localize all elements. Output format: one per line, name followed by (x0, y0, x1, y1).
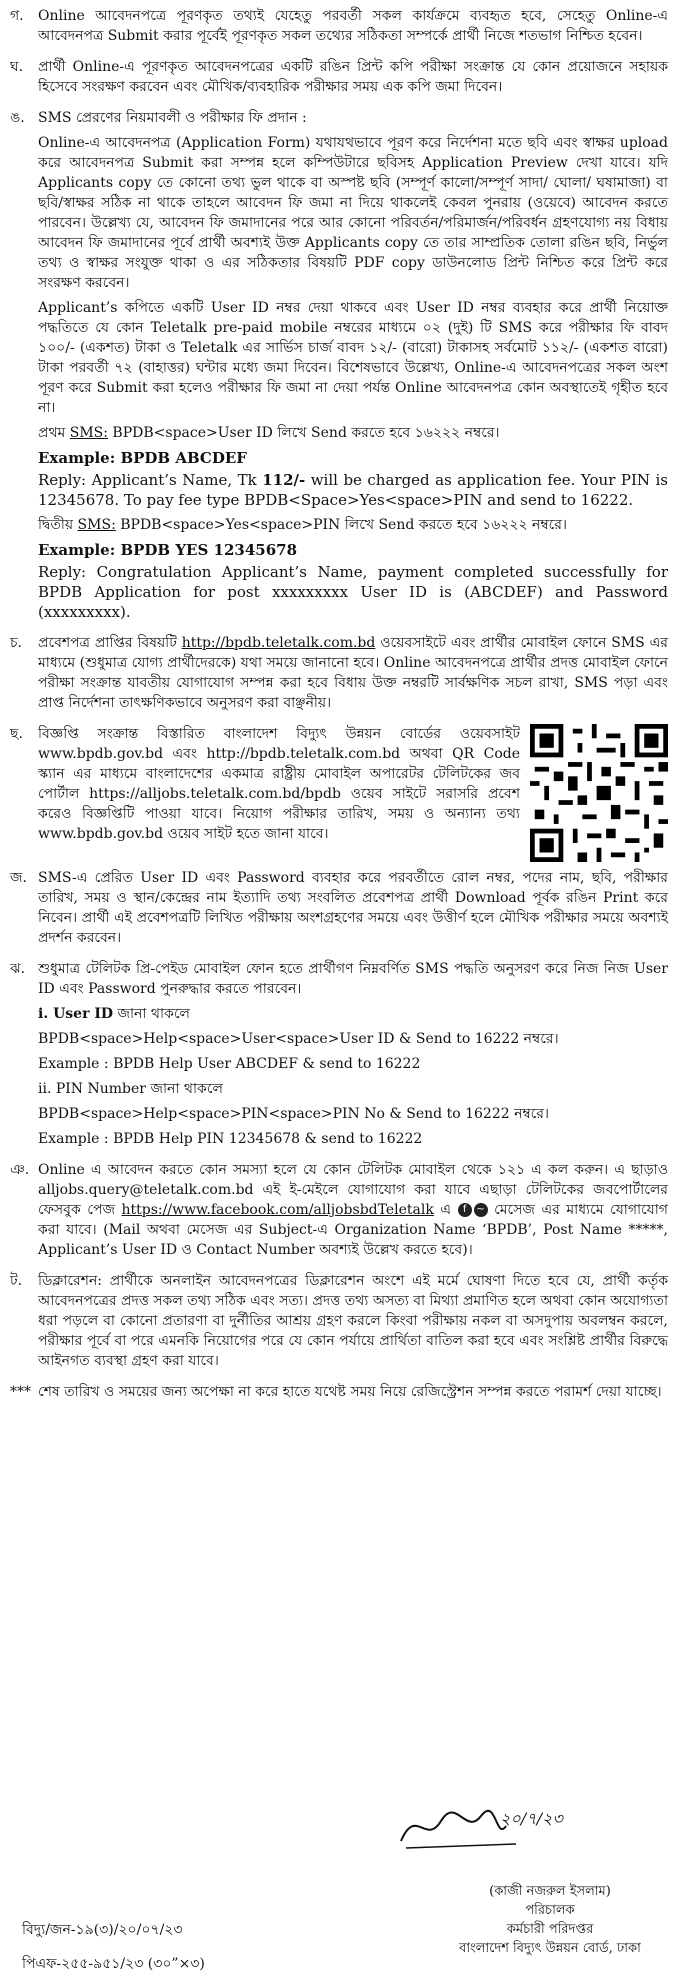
item-ga: গ. Online আবেদনপত্রে পূরণকৃত তথ্যই যেহেতু পরবর্তী সকল কার্যক্রমে ব্যবহৃত হবে, সেহেতু Online-এ আবেদনপত্র Submit করার পূর্বেই পূরণকৃত সকল তথ্যের সঠিকতা সম্পর্কে প্রার্থী নিজে শতভাগ নিশ্চিত হবেন। (10, 8, 668, 44)
userid-heading: i. User ID জানা থাকলে (38, 1006, 190, 1022)
item-chha: ছ. বিজ্ঞপ্তি সংক্রান্ত বিস্তারিত বাংলাদেশ বিদ্যুৎ উন্নয়ন বোর্ডের ওয়েবসাইট www.bpdb.gov.bd এবং http://bpdb.teletalk.com.bd অথবা QR Code স্ক্যান এর মাধ্যমে বাংলাদেশের একমাত্র রাষ্ট্রীয় মোবাইল অপারেটর টেলিটকের জব পোর্টাল https://alljobs.teletalk.com.bd/bpdb ওয়েব সাইটে সরাসরি প্রবেশ করেও বিজ্ঞপ্তিটি পাওয়া যাবে। নিয়োগ পরীক্ষার তারিখ, সময় ও অন্যান্য তথ্য www.bpdb.gov.bd ওয়েব সাইট হতে জানা যাবে। (10, 724, 668, 862)
userid-example: Example : BPDB Help User ABCDEF & send to 16222 (38, 1056, 421, 1072)
sms-step-1: প্রথম SMS: BPDB<space>User ID লিখে Send করতে হবে ১৬২২২ নম্বরে। (38, 425, 500, 441)
reply-2: Reply: Congratulation Applicant’s Name, payment completed successfully for BPDB Application for post xxxxxxxxx User ID is (ABCDEF) and Password (xxxxxxxxx). (38, 563, 668, 621)
para: প্রার্থী Online-এ পূরণকৃত আবেদনপত্রের একটি রঙিন প্রিন্ট কপি পরীক্ষা সংক্রান্ত যে কোন প্রয়োজনে সহায়ক হিসেবে সংরক্ষণ করবেন এবং মৌখিক/ব্যবহারিক পরীক্ষার সময় এক কপি জমা দিবেন। (38, 59, 668, 95)
item-stars: *** শেষ তারিখ ও সময়ের জন্য অপেক্ষা না করে হাতে যথেষ্ট সময় নিয়ে রেজিস্ট্রেশন সম্পন্ন করতে পরামর্শ দেয়া যাচ্ছে। (10, 1382, 668, 1407)
para: Applicant’s কপিতে একটি User ID নম্বর দেয়া থাকবে এবং User ID নম্বর ব্যবহার করে প্রার্থী নিয়োক্ত পদ্ধতিতে যে কোন Teletalk pre-paid mobile নম্বরের মাধ্যমে ০২ (দুই) টি SMS করে পরীক্ষার ফি বাবদ ১০০/- (একশত) টাকা ও Teletalk এর সার্ভিস চার্জ বাবদ ১২/- (বারো) টাকাসহ সর্বমোট ১১২/- (একশত বারো) টাকা পরবর্তী ৭২ (বাহাত্তর) ঘন্টার মধ্যে জমা দিবেন। বিশেষভাবে উল্লেখ্য, Online-এ আবেদনপত্রের সকল অংশ পূরণ করে Submit করা হলেও পরীক্ষার ফি জমা না দেয়া পর্যন্ত Online আবেদনপত্র কোন অবস্থাতেই গৃহীত হবে না। (38, 300, 668, 416)
reply-1: Reply: Applicant’s Name, Tk 112/- will be charged as application fee. Your PIN is 12345678. To pay fee type BPDB<Space>Yes<space>PIN and send to 16222. (38, 471, 668, 509)
messenger-icon: ~ (474, 1203, 488, 1217)
qr-code-icon[interactable] (530, 724, 668, 862)
item-cha: চ. প্রবেশপত্র প্রাপ্তির বিষয়টি http://bpdb.teletalk.com.bd ওয়েবসাইটে এবং প্রার্থীর মোবাইল ফোনে SMS এর মাধ্যমে (শুধুমাত্র যোগ্য প্রার্থীদেরকে) যথা সময়ে জানানো হবে। Online আবেদনপত্রে প্রার্থীর প্রদত্ত মোবাইল ফোনে পরীক্ষা সংক্রান্ত যাবতীয় যোগাযোগ সম্পন্ন করা হবে বিধায় উক্ত নম্বরটি সার্বক্ষণিক সচল রাখা, SMS পড়া এবং প্রাপ্ত নির্দেশনা তাৎক্ষণিকভাবে অনুসরণ করা বাঞ্ছনীয়। (10, 635, 668, 711)
teletalk-link[interactable]: http://bpdb.teletalk.com.bd (181, 635, 376, 651)
example-1: Example: BPDB ABCDEF (38, 449, 247, 467)
para: Online-এ আবেদনপত্র (Application Form) যথাযথভাবে পূরণ করে নির্দেশনা মতে ছবি এবং স্বাক্ষর upload করে আবেদনপত্র Submit করা সম্পন্ন হলে কম্পিউটারে ছবিসহ Application Preview দেখা যাবে। যদি Applicants copy তে কোনো তথ্য ভুল থাকে বা অস্পষ্ট ছবি (সম্পূর্ণ কালো/সম্পূর্ণ সাদা/ ঘোলা/ ঘষামাজা) বা ছবি/স্বাক্ষর সঠিক না থাকে তাহলে আবেদন ফি জমা না দিয়ে থাকলেই কেবল পুনরায় (ওয়েবে) আবেদন করতে পারবেন। উল্লেখ্য যে, আবেদন ফি জমাদানের পরে আর কোনো পরিবর্তন/পরিমার্জন/পরিবর্ধন গ্রহণযোগ্য নয় বিধায় আবেদন ফি জমাদানের পূর্বে প্রার্থী অবশ্যই উক্ত Applicants copy তে তার সাম্প্রতিক তোলা রঙিন ছবি, নির্ভুল তথ্য ও স্বাক্ষর সংযুক্ত থাকা ও এর সঠিকতার বিষয়টি PDF copy ডাউনলোড প্রিন্ট নিশ্চিত করে প্রিন্ট করে সংরক্ষণ করবেন। (38, 135, 668, 291)
item-uma: ঙ. SMS প্রেরণের নিয়মাবলী ও পরীক্ষার ফি প্রদান : Online-এ আবেদনপত্র (Application Form) যথাযথভাবে পূরণ করে নির্দেশনা মতে ছবি এবং স্বাক্ষর upload করে আবেদনপত্র Submit করা সম্পন্ন হলে কম্পিউটারে ছবিসহ Application Preview দেখা যাবে। যদি Applicants copy তে কোনো তথ্য ভুল থাকে বা অস্পষ্ট ছবি (সম্পূর্ণ কালো/সম্পূর্ণ সাদা/ ঘোলা/ ঘষামাজা) বা ছবি/স্বাক্ষর সঠিক না থাকে তাহলে আবেদন ফি জমা না দিয়ে থাকলেই কেবল পুনরায় (ওয়েবে) আবেদন করতে পারবেন। উল্লেখ্য যে, আবেদন ফি জমাদানের পরে আর কোনো পরিবর্তন/পরিমার্জন/পরিবর্ধন গ্রহণযোগ্য নয় বিধায় আবেদন ফি জমাদানের পূর্বে প্রার্থী অবশ্যই উক্ত Applicants copy তে তার সাম্প্রতিক তোলা রঙিন ছবি, নির্ভুল তথ্য ও স্বাক্ষর সংযুক্ত থাকা ও এর সঠিকতার বিষয়টি PDF copy ডাউনলোড প্রিন্ট নিশ্চিত করে প্রিন্ট করে সংরক্ষণ করবেন। Applicant’s কপিতে একটি User ID নম্বর দেয়া থাকবে এবং User ID নম্বর ব্যবহার করে প্রার্থী নিয়োক্ত পদ্ধতিতে যে কোন Teletalk pre-paid mobile নম্বরের মাধ্যমে ০২ (দুই) টি SMS করে পরীক্ষার ফি বাবদ ১০০/- (একশত) টাকা ও Teletalk এর সার্ভিস চার্জ বাবদ ১২/- (বারো) টাকাসহ সর্বমোট ১১২/- (একশত বারো) টাকা পরবর্তী ৭২ (বাহাত্তর) ঘন্টার মধ্যে জমা দিবেন। বিশেষভাবে উল্লেখ্য, Online-এ আবেদনপত্রের সকল অংশ পূরণ করে Submit করা হলেও পরীক্ষার ফি জমা না দেয়া পর্যন্ত Online আবেদনপত্র কোন অবস্থাতেই গৃহীত হবে না। প্রথম SMS: BPDB<space>User ID লিখে Send করতে হবে ১৬২২২ নম্বরে। Example: BPDB ABCDEF Reply: Applicant’s Name, Tk 112/- will be charged as application fee. Your PIN is 12345678. To pay fee type BPDB<Space>Yes<space>PIN and send to 16222. দ্বিতীয় SMS: BPDB<space>Yes<space>PIN লিখে Send করতে হবে ১৬২২২ নম্বরে। Example: BPDB YES 12345678 Reply: Congratulation Applicant’s Name, payment completed successfully for BPDB Application for post xxxxxxxxx User ID is (ABCDEF) and Password (xxxxxxxxx). (10, 110, 668, 621)
para: SMS-এ প্রেরিত User ID এবং Password ব্যবহার করে পরবর্তীতে রোল নম্বর, পদের নাম, ছবি, পরীক্ষার তারিখ, সময় ও স্থান/কেন্দ্রের নাম ইত্যাদি তথ্য সংবলিত প্রবেশপত্র প্রার্থী Download পূর্বক রঙিন Print করে নিবেন। প্রার্থী এই প্রবেশপত্রটি লিখিত পরীক্ষায় অংশগ্রহণের সময়ে এবং উত্তীর্ণ হলে মৌখিক পরীক্ষার সময়ে অবশ্যই প্রদর্শন করবেন। (38, 870, 668, 946)
officer-name: (কাজী নজরুল ইসলাম) (489, 1884, 611, 1899)
item-jha: ঝ. শুধুমাত্র টেলিটক প্রি-পেইড মোবাইল ফোন হতে প্রার্থীগণ নিম্নবর্ণিত SMS পদ্ধতি অনুসরণ করে নিজ নিজ User ID এবং Password পুনরুদ্ধার করতে পারবেন। i. User ID জানা থাকলে BPDB<space>Help<space>User<space>User ID & Send to 16222 নম্বরে। Example : BPDB Help User ABCDEF & send to 16222 ii. PIN Number জানা থাকলে BPDB<space>Help<space>PIN<space>PIN No & Send to 16222 নম্বরে। Example : BPDB Help PIN 12345678 & send to 16222 (10, 961, 668, 1147)
facebook-icon: f (458, 1203, 472, 1217)
example-2: Example: BPDB YES 12345678 (38, 541, 298, 559)
para: ডিক্লারেশন: প্রার্থীকে অনলাইন আবেদনপত্রের ডিক্লারেশন অংশে এই মর্মে ঘোষণা দিতে হবে যে, প্রার্থী কর্তৃক আবেদনপত্রের প্রদত্ত সকল তথ্য সঠিক এবং সত্য। প্রদত্ত তথ্য অসত্য বা মিথ্যা প্রমাণিত হলে অথবা কোন অযোগ্যতা ধরা পড়লে বা কোনো প্রতারণা বা দুর্নীতির আশ্রয় গ্রহণ করলে কিংবা পরীক্ষায় নকল বা অসদুপায় অবলম্বন করলে, পরীক্ষার পূর্বে বা পরে এমনকি নিয়োগের পরে যে কোন পর্যায়ে প্রার্থিতা বাতিল করা হবে এবং সংশ্লিষ্ট প্রার্থীর বিরুদ্ধে আইনগত ব্যবস্থা গ্রহণ করা যাবে। (38, 1273, 668, 1369)
signature-block (440, 1882, 660, 1958)
para: শেষ তারিখ ও সময়ের জন্য অপেক্ষা না করে হাতে যথেষ্ট সময় নিয়ে রেজিস্ট্রেশন সম্পন্ন করতে পরামর্শ দেয়া যাচ্ছে। (38, 1384, 662, 1400)
item-ta: ট. ডিক্লারেশন: প্রার্থীকে অনলাইন আবেদনপত্রের ডিক্লারেশন অংশে এই মর্মে ঘোষণা দিতে হবে যে, প্রার্থী কর্তৃক আবেদনপত্রের প্রদত্ত সকল তথ্য সঠিক এবং সত্য। প্রদত্ত তথ্য অসত্য বা মিথ্যা প্রমাণিত হলে অথবা কোন অযোগ্যতা ধরা পড়লে বা কোনো প্রতারণা বা দুর্নীতির আশ্রয় গ্রহণ করলে কিংবা পরীক্ষায় নকল বা অসদুপায় অবলম্বন করলে, পরীক্ষার পূর্বে বা পরে এমনকি নিয়োগের পরে যে কোন পর্যায়ে প্রার্থিতা বাতিল করা হবে এবং সংশ্লিষ্ট প্রার্থীর বিরুদ্ধে আইনগত ব্যবস্থা গ্রহণ করা যাবে। (10, 1273, 668, 1369)
para: শুধুমাত্র টেলিটক প্রি-পেইড মোবাইল ফোন হতে প্রার্থীগণ নিম্নবর্ণিত SMS পদ্ধতি অনুসরণ করে নিজ নিজ User ID এবং Password পুনরুদ্ধার করতে পারবেন। (38, 961, 668, 997)
signature-date: ২০/৭/২৩ (500, 1809, 563, 1828)
section-heading: SMS প্রেরণের নিয়মাবলী ও পরীক্ষার ফি প্রদান : (38, 110, 307, 126)
officer-dept: কর্মচারী পরিদপ্তর (506, 1922, 594, 1937)
item-gha: ঘ. প্রার্থী Online-এ পূরণকৃত আবেদনপত্রের একটি রঙিন প্রিন্ট কপি পরীক্ষা সংক্রান্ত যে কোন প্রয়োজনে সহায়ক হিসেবে সংরক্ষণ করবেন এবং মৌখিক/ব্যবহারিক পরীক্ষার সময় এক কপি জমা দিবেন। (10, 59, 668, 95)
pin-heading: ii. PIN Number জানা থাকলে (38, 1081, 223, 1097)
officer-title: পরিচালক (525, 1903, 575, 1918)
item-ja: জ. SMS-এ প্রেরিত User ID এবং Password ব্যবহার করে পরবর্তীতে রোল নম্বর, পদের নাম, ছবি, পরীক্ষার তারিখ, সময় ও স্থান/কেন্দ্রের নাম ইত্যাদি তথ্য সংবলিত প্রবেশপত্র প্রার্থী Download পূর্বক রঙিন Print করে নিবেন। প্রার্থী এই প্রবেশপত্রটি লিখিত পরীক্ষায় অংশগ্রহণের সময়ে এবং উত্তীর্ণ হলে মৌখিক পরীক্ষার সময়ে অবশ্যই প্রদর্শন করবেন। (10, 870, 668, 946)
officer-org: বাংলাদেশ বিদ্যুৎ উন্নয়ন বোর্ড, ঢাকা (459, 1941, 641, 1956)
reference-1: বিদ্যু/জন-১৯(৩)/২০/০৭/২৩ (22, 1922, 183, 1938)
para: Online আবেদনপত্রে পূরণকৃত তথ্যই যেহেতু পরবর্তী সকল কার্যক্রমে ব্যবহৃত হবে, সেহেতু Online-এ আবেদনপত্র Submit করার পূর্বেই পূরণকৃত সকল তথ্যের সঠিকতা সম্পর্কে প্রার্থী নিজে শতভাগ নিশ্চিত হবেন। (38, 8, 668, 44)
notice-page (0, 6, 682, 1985)
pin-example: Example : BPDB Help PIN 12345678 & send to 16222 (38, 1131, 423, 1147)
pin-command: BPDB<space>Help<space>PIN<space>PIN No & Send to 16222 নম্বরে। (38, 1106, 550, 1122)
para: বিজ্ঞপ্তি সংক্রান্ত বিস্তারিত বাংলাদেশ বিদ্যুৎ উন্নয়ন বোর্ডের ওয়েবসাইট www.bpdb.gov.bd এবং http://bpdb.teletalk.com.bd অথবা QR Code স্ক্যান এর মাধ্যমে বাংলাদেশের একমাত্র রাষ্ট্রীয় মোবাইল অপারেটর টেলিটকের জব পোর্টাল https://alljobs.teletalk.com.bd/bpdb ওয়েব সাইটে সরাসরি প্রবেশ করেও বিজ্ঞপ্তিটি পাওয়া যাবে। নিয়োগ পরীক্ষার তারিখ, সময় ও অন্যান্য তথ্য www.bpdb.gov.bd ওয়েব সাইট হতে জানা যাবে। (38, 726, 520, 842)
reference-2: পিএফ-২৫৫-৯৫১/২৩ (৩০”×৩) (22, 1956, 205, 1972)
sms-step-2: দ্বিতীয় SMS: BPDB<space>Yes<space>PIN লিখে Send করতে হবে ১৬২২২ নম্বরে। (38, 517, 567, 533)
item-nya: ঞ. Online এ আবেদন করতে কোন সমস্যা হলে যে কোন টেলিটক মোবাইল থেকে ১২১ এ কল করুন। এ ছাড়াও alljobs.query@teletalk.com.bd এই ই-মেইলে যোগাযোগ করা যাবে এছাড়া টেলিটকের জবপোর্টালের ফেসবুক পেজ https://www.facebook.com/alljobsbdTeletalk এ f ~ মেসেজ এর মাধ্যমে যোগাযোগ করা যাবে। (Mail অথবা মেসেজ এর Subject-এ Organization Name ‘BPDB’, Post Name *****, Applicant’s User ID ও Contact Number অবশ্যই উল্লেখ করতে হবে)। (10, 1162, 668, 1258)
facebook-link[interactable]: https://www.facebook.com/alljobsbdTeletalk (121, 1202, 434, 1218)
userid-command: BPDB<space>Help<space>User<space>User ID & Send to 16222 নম্বরে। (38, 1031, 559, 1047)
